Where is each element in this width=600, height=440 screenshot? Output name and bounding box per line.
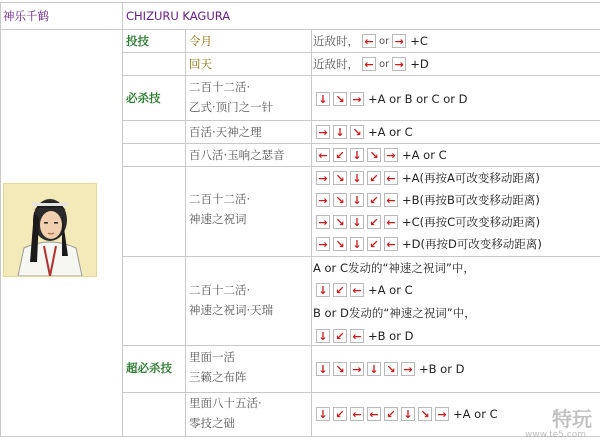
left-arrow-icon: ← [367, 407, 381, 421]
move-name-line1: 二百十二活· [189, 80, 251, 94]
button-suffix: +A or C [402, 148, 447, 162]
move-input [316, 146, 447, 164]
down-arrow-icon: ↓ [316, 92, 330, 106]
move-name: 令月 [189, 34, 212, 48]
down-right-arrow-icon: ↘ [333, 193, 347, 207]
down-arrow-icon: ↓ [350, 171, 364, 185]
left-arrow-icon: ← [384, 215, 398, 229]
button-suffix: +B or D [419, 362, 465, 376]
left-arrow-icon: ← [350, 407, 364, 421]
left-arrow-icon: ← [350, 329, 364, 343]
down-left-arrow-icon: ↙ [367, 171, 381, 185]
character-name-en: CHIZURU KAGURA [126, 9, 231, 23]
category-throw: 投技 [126, 34, 149, 48]
right-arrow-icon: → [392, 57, 406, 71]
button-suffix: +C(再按C可改变移动距离) [402, 215, 541, 229]
down-right-arrow-icon: ↘ [333, 237, 347, 251]
move-name-line2: 神速之祝词·天瑞 [189, 303, 274, 317]
move-input [316, 169, 540, 187]
right-arrow-icon: → [316, 171, 330, 185]
move-input [313, 55, 429, 73]
move-input [316, 281, 413, 299]
down-left-arrow-icon: ↙ [384, 407, 398, 421]
down-right-arrow-icon: ↘ [418, 407, 432, 421]
button-suffix: +A or C [368, 125, 413, 139]
right-arrow-icon: → [384, 148, 398, 162]
row-divider [122, 345, 600, 346]
table-border-bottom [0, 436, 600, 437]
right-arrow-icon: → [435, 407, 449, 421]
down-left-arrow-icon: ↙ [367, 193, 381, 207]
down-right-arrow-icon: ↘ [333, 362, 347, 376]
move-name-line1: 二百十二活· [189, 283, 251, 297]
move-input [313, 32, 428, 50]
right-arrow-icon: → [316, 237, 330, 251]
move-name-line2: 乙式·顶门之一针 [189, 100, 274, 114]
character-portrait [3, 183, 97, 277]
row-divider [122, 120, 600, 121]
button-suffix: +A or C [368, 283, 413, 297]
down-right-arrow-icon: ↘ [350, 125, 364, 139]
header-divider [0, 29, 600, 30]
right-arrow-icon: → [350, 92, 364, 106]
input-condition: 近敌时， [313, 57, 359, 71]
down-arrow-icon: ↓ [333, 125, 347, 139]
move-name-line2: 零技之础 [189, 416, 235, 430]
move-input [316, 90, 468, 108]
down-right-arrow-icon: ↘ [367, 148, 381, 162]
down-right-arrow-icon: ↘ [333, 92, 347, 106]
down-arrow-icon: ↓ [350, 215, 364, 229]
condition-note: A or C发动的“神速之祝词”中， [313, 261, 475, 275]
row-divider [122, 143, 600, 144]
left-arrow-icon: ← [362, 57, 376, 71]
right-arrow-icon: → [401, 362, 415, 376]
down-left-arrow-icon: ↙ [333, 329, 347, 343]
right-arrow-icon: → [350, 362, 364, 376]
move-name-line2: 神速之祝词 [189, 212, 247, 226]
move-name: 百活·天神之理 [189, 125, 262, 139]
table-border-top [0, 2, 600, 3]
row-divider [122, 52, 600, 53]
button-suffix: +A(再按A可改变移动距离) [402, 171, 540, 185]
down-arrow-icon: ↓ [350, 148, 364, 162]
down-right-arrow-icon: ↘ [384, 362, 398, 376]
chizuru-portrait-image [4, 184, 96, 276]
down-arrow-icon: ↓ [367, 362, 381, 376]
or-label: or [379, 58, 390, 70]
row-divider [122, 75, 600, 76]
left-arrow-icon: ← [384, 193, 398, 207]
move-input [316, 360, 464, 378]
down-arrow-icon: ↓ [316, 407, 330, 421]
button-suffix: +D(再按D可改变移动距离) [402, 237, 542, 251]
right-arrow-icon: → [316, 193, 330, 207]
category-super: 超必杀技 [126, 361, 172, 375]
down-arrow-icon: ↓ [316, 283, 330, 297]
down-right-arrow-icon: ↘ [333, 171, 347, 185]
down-left-arrow-icon: ↙ [367, 215, 381, 229]
down-right-arrow-icon: ↘ [333, 215, 347, 229]
button-suffix: +A or C [453, 407, 498, 421]
down-left-arrow-icon: ↙ [333, 407, 347, 421]
move-name-line1: 里面一活 [189, 350, 235, 364]
right-arrow-icon: → [316, 125, 330, 139]
col-divider [0, 2, 1, 436]
right-arrow-icon: → [392, 34, 406, 48]
move-name-line1: 二百十二活· [189, 192, 251, 206]
move-input [316, 123, 413, 141]
move-name: 回天 [189, 57, 212, 71]
button-suffix: +D [410, 57, 429, 71]
move-input [316, 327, 413, 345]
site-watermark-url: www.te5.com [525, 430, 586, 440]
button-suffix: +A or B or C or D [368, 92, 468, 106]
down-left-arrow-icon: ↙ [367, 237, 381, 251]
button-suffix: +B or D [368, 329, 414, 343]
move-input [316, 191, 540, 209]
category-special: 必杀技 [126, 91, 161, 105]
col-divider [185, 29, 186, 436]
site-watermark-logo: 特玩 [552, 407, 592, 431]
left-arrow-icon: ← [384, 171, 398, 185]
character-name-cn: 神乐千鹤 [3, 9, 49, 23]
input-condition: 近敌时， [313, 34, 359, 48]
condition-note: B or D发动的“神速之祝词”中， [313, 306, 476, 320]
button-suffix: +B(再按B可改变移动距离) [402, 193, 540, 207]
right-arrow-icon: → [316, 215, 330, 229]
down-arrow-icon: ↓ [316, 362, 330, 376]
down-left-arrow-icon: ↙ [333, 283, 347, 297]
down-arrow-icon: ↓ [350, 237, 364, 251]
or-label: or [379, 35, 390, 47]
down-arrow-icon: ↓ [350, 193, 364, 207]
left-arrow-icon: ← [316, 148, 330, 162]
down-arrow-icon: ↓ [401, 407, 415, 421]
down-arrow-icon: ↓ [316, 329, 330, 343]
down-left-arrow-icon: ↙ [333, 148, 347, 162]
button-suffix: +C [410, 34, 428, 48]
left-arrow-icon: ← [362, 34, 376, 48]
move-input [316, 405, 498, 423]
row-divider [122, 166, 600, 167]
col-divider [311, 29, 312, 436]
row-divider [122, 256, 600, 257]
move-name-line2: 三籁之布阵 [189, 370, 247, 384]
move-name-line1: 里面八十五活· [189, 396, 262, 410]
move-input [316, 213, 540, 231]
col-divider [122, 2, 123, 436]
move-name: 百八活·玉响之瑟音 [189, 148, 285, 162]
row-divider [122, 392, 600, 393]
left-arrow-icon: ← [350, 283, 364, 297]
left-arrow-icon: ← [384, 237, 398, 251]
move-input [316, 235, 542, 253]
